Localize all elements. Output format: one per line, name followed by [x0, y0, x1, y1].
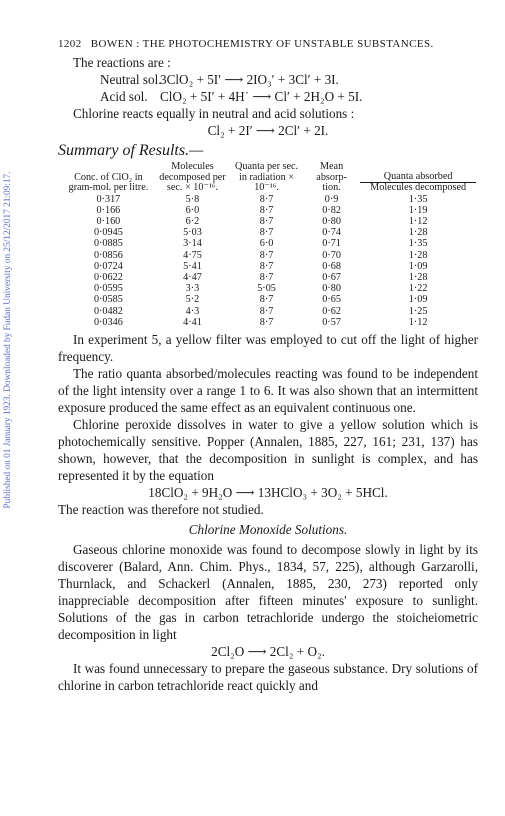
- table-row: [60, 272, 478, 283]
- table-cell: 0·82: [322, 204, 341, 216]
- paragraph-filter: In experiment 5, a yellow filter was employed to cut off the light of higher frequency.: [58, 331, 478, 364]
- table-row: [60, 250, 478, 261]
- paragraph-final: It was found unnecessary to prepare the gaseous substance. Dry solutions of chlorine in carbon tetrachloride react quickly and: [58, 660, 478, 693]
- table-cell: 1·35: [408, 238, 428, 250]
- table-cell: 0·317: [96, 193, 121, 205]
- results-table: [60, 162, 478, 328]
- table-cell: 1·28: [408, 227, 428, 239]
- paragraph-peroxide: Chlorine peroxide dissolves in water to give a yellow solution which is photochemically sensitive. Popper (Annalen, 1885, 227, 161; 231, 137) has shown, however, that the decomposition in sunlight is complex, and has represented it by the equation: [58, 416, 478, 483]
- table-row: [60, 283, 478, 294]
- table-cell: 3·3: [185, 283, 200, 295]
- table-cell: 0·0945: [93, 227, 123, 239]
- table-row: [60, 216, 478, 227]
- table-cell: 0·9: [324, 193, 339, 205]
- table-cell: 0·70: [322, 249, 341, 261]
- table-cell: 6·2: [185, 215, 200, 227]
- table-cell: 8·7: [259, 215, 274, 227]
- table-cell: 8·7: [259, 305, 274, 317]
- table-row: [60, 194, 478, 205]
- chlorine-text: Chlorine reacts equally in neutral and acid solutions :: [73, 106, 355, 121]
- table-cell: 1·28: [408, 271, 428, 283]
- table-cell: 5·05: [257, 283, 276, 295]
- table-row: [60, 261, 478, 272]
- paragraph-monoxide: Gaseous chlorine monoxide was found to decompose slowly in light by its discoverer (Balard, Ann. Chim. Phys., 1834, 57, 225), although Garzarolli, Thurnlack, and Schackerl (Annalen, 1885, 230, 273) reported only inappreciable decomposition after fifteen minutes' exposure to sunlight. Solutions of the gas in carbon tetrachloride undergo the stoicheiometric decomposition in light: [58, 541, 478, 642]
- table-cell: 0·166: [96, 204, 121, 216]
- table-header-row: [60, 162, 478, 194]
- summary-heading: Summary of Results.—: [58, 142, 204, 159]
- table-cell: 0·62: [322, 305, 341, 317]
- table-cell: 1·25: [408, 305, 428, 317]
- table-cell: 1·12: [408, 215, 428, 227]
- table-row: [60, 317, 478, 328]
- table-row: [60, 205, 478, 216]
- page-body: [58, 38, 478, 694]
- table-cell: 1·35: [408, 193, 428, 205]
- table-cell: 0·80: [322, 283, 341, 295]
- table-cell: 0·0885: [93, 238, 123, 250]
- table-cell: 1·09: [408, 260, 428, 272]
- table-cell: 8·7: [259, 316, 274, 328]
- table-cell: 4·3: [185, 305, 200, 317]
- header-quanta: Quanta per sec. in radiation × 10⁻¹⁶.: [235, 161, 299, 193]
- table-row: [60, 238, 478, 249]
- table-cell: 0·0595: [93, 283, 123, 295]
- table-cell: 4·47: [183, 271, 202, 283]
- ratio-numerator: Quanta absorbed: [360, 172, 476, 184]
- table-cell: 3·14: [183, 238, 202, 250]
- header-absorption: Mean absorp- tion.: [316, 161, 347, 193]
- table-cell: 1·09: [408, 294, 428, 306]
- reaction-label: Acid sol.: [100, 89, 148, 104]
- table-cell: 8·7: [259, 249, 274, 261]
- reaction-label: Neutral sol.: [100, 72, 162, 87]
- table-cell: 0·0856: [93, 249, 123, 261]
- monoxide-equation: 2Cl₂O ⟶ 2Cl₂ + O₂.: [211, 643, 325, 659]
- section-heading: Chlorine Monoxide Solutions.: [188, 521, 348, 537]
- table-cell: 0·0482: [93, 305, 123, 317]
- table-cell: 1·28: [408, 249, 428, 261]
- table-cell: 8·7: [259, 193, 274, 205]
- reaction-equation: ClO₂ + 5I′ + 4H˙ ⟶ Cl′ + 2H₂O + 5I.: [160, 89, 363, 104]
- reaction-equation: 3ClO₂ + 5I′ ⟶ 2IO₃′ + 3Cl′ + 3I.: [160, 72, 339, 87]
- table-cell: 0·67: [322, 271, 341, 283]
- table-cell: 1·22: [408, 283, 428, 295]
- table-cell: 0·0585: [93, 294, 123, 306]
- running-title: BOWEN : THE PHOTOCHEMISTRY OF UNSTABLE SUBSTANCES.: [90, 38, 434, 50]
- table-cell: 5·03: [183, 227, 202, 239]
- table-cell: 4·75: [183, 249, 202, 261]
- header-molecules: Molecules decomposed per sec. × 10⁻¹⁶.: [159, 161, 226, 193]
- table-cell: 8·7: [259, 227, 274, 239]
- table-cell: 0·68: [322, 260, 341, 272]
- table-cell: 4·41: [183, 316, 202, 328]
- reactions-intro: The reactions are :: [73, 55, 171, 70]
- header-ratio: [358, 162, 478, 194]
- table-cell: 0·74: [322, 227, 341, 239]
- table-cell: 8·7: [259, 271, 274, 283]
- download-notice: [1, 60, 15, 620]
- table-cell: 1·12: [408, 316, 428, 328]
- table-cell: 0·71: [322, 238, 341, 250]
- table-row: [60, 227, 478, 238]
- table-cell: 0·57: [322, 316, 341, 328]
- paragraph-not-studied: The reaction was therefore not studied.: [58, 501, 264, 517]
- table-row: [60, 294, 478, 305]
- table-cell: 1·19: [408, 204, 428, 216]
- table-cell: 0·0724: [93, 260, 123, 272]
- reaction-acid: [58, 88, 478, 105]
- table-cell: 8·7: [259, 204, 274, 216]
- table-cell: 0·0622: [93, 271, 123, 283]
- header-conc: Conc. of ClO₂ in gram-mol. per litre.: [68, 171, 149, 193]
- chlorine-equation: Cl₂ + 2I′ ⟶ 2Cl′ + 2I.: [207, 123, 329, 138]
- table-cell: 0·0346: [93, 316, 123, 328]
- table-cell: 0·160: [96, 215, 121, 227]
- table-cell: 8·7: [259, 260, 274, 272]
- page-number: 1202: [58, 38, 82, 50]
- download-notice-text: Published on 01 January 1923. Downloaded by Fudan University on 25/12/2017 21:09:17.: [3, 171, 13, 509]
- table-cell: 8·7: [259, 294, 274, 306]
- table-cell: 6·0: [185, 204, 200, 216]
- reaction-neutral: [58, 71, 478, 88]
- table-row: [60, 306, 478, 317]
- paragraph-ratio: The ratio quanta absorbed/molecules reacting was found to be independent of the light intensity over a range 1 to 6. It was also shown that an intermittent exposure produced the same effect as an equivalent continuous one.: [58, 365, 478, 415]
- table-cell: 5·41: [183, 260, 202, 272]
- table-cell: 5·8: [185, 193, 200, 205]
- table-cell: 0·65: [322, 294, 341, 306]
- running-header: [58, 38, 478, 50]
- table-cell: 0·80: [322, 215, 341, 227]
- table-cell: 6·0: [259, 238, 274, 250]
- popper-equation: 18ClO₂ + 9H₂O ⟶ 13HClO₃ + 3O₂ + 5HCl.: [148, 484, 388, 500]
- table-cell: 5·2: [185, 294, 200, 306]
- ratio-denominator: Molecules decomposed: [370, 182, 467, 193]
